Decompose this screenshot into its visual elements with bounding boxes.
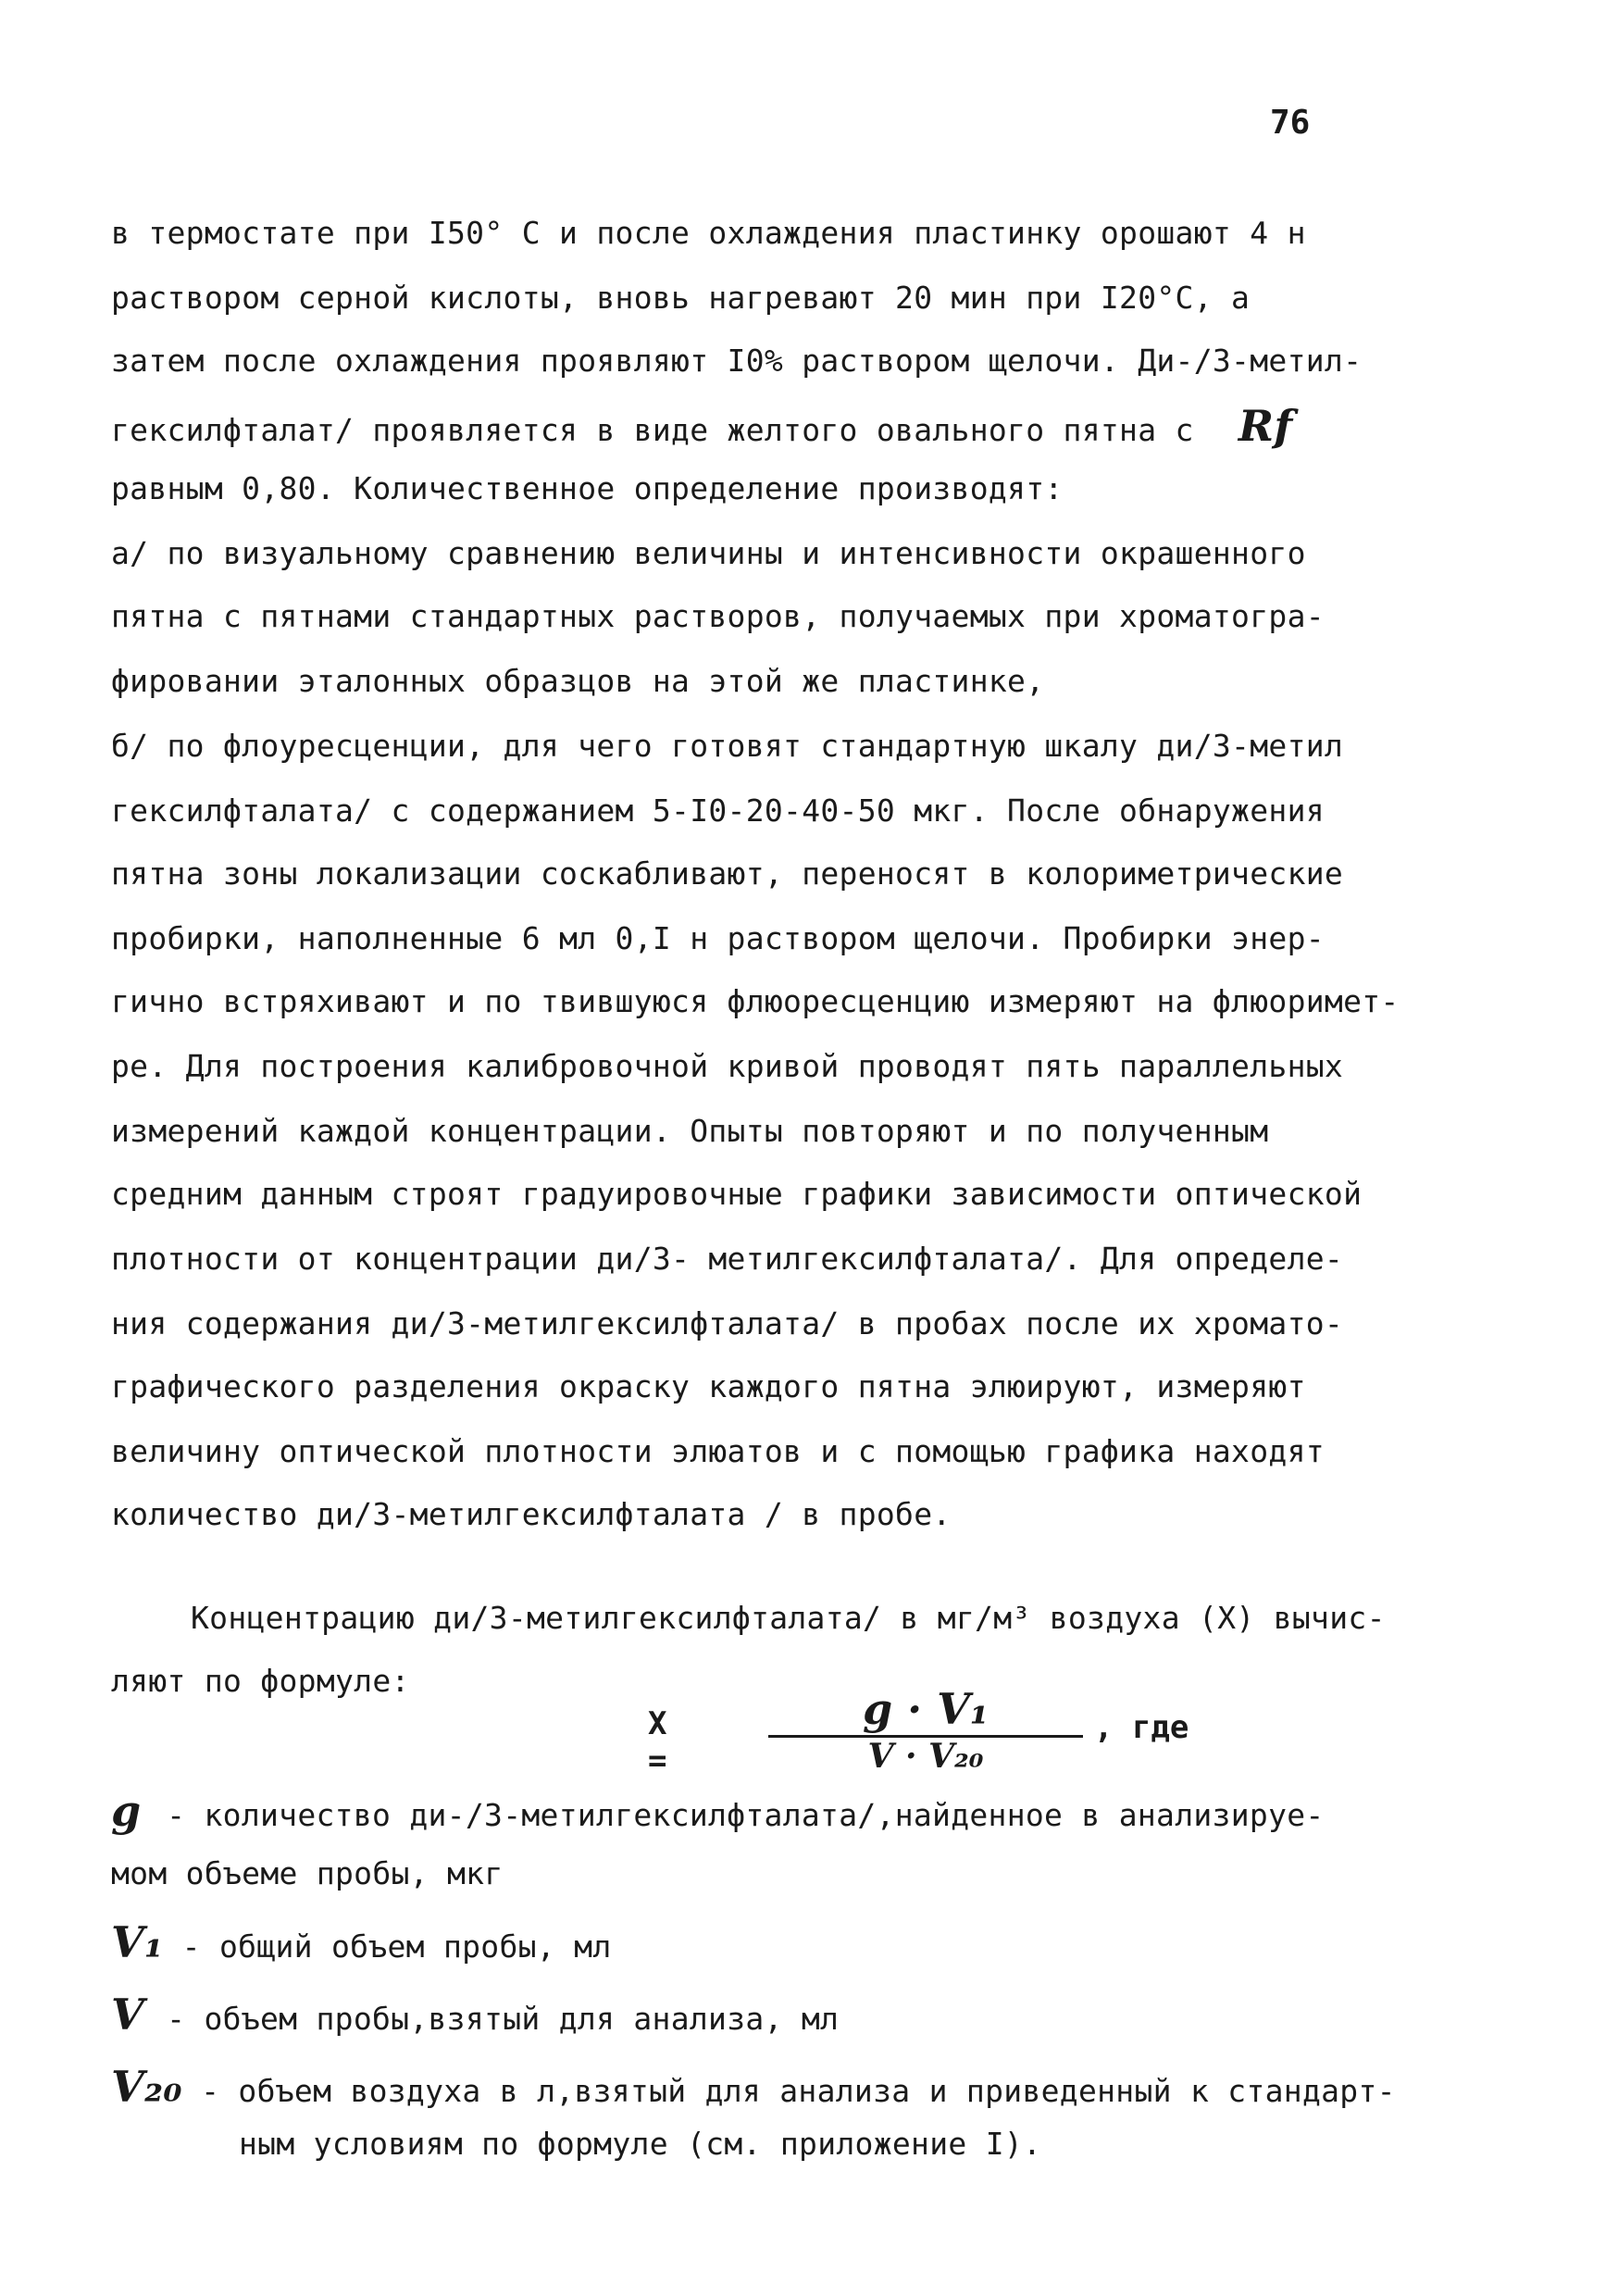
text-line-8: фировании эталонных образцов на этой же пластинке, <box>111 663 1045 699</box>
definition-v20 <box>111 2063 1518 2115</box>
text-line-10: гексилфталата/ с содержанием 5-I0-20-40-50 мкг. После обнаружения <box>111 792 1325 829</box>
text-line-21: количество ди/3-метилгексилфталата / в пробе. <box>111 1496 952 1532</box>
text-line-13: гично встряхивают и по твившуюся флюоресценцию измеряют на флюоримет- <box>111 983 1400 1019</box>
text-line-4 <box>111 402 1518 455</box>
rf-symbol: Rf <box>1238 401 1293 451</box>
definition-v20-cont: ным условиям по формуле (см. приложение I). <box>239 2126 1042 2162</box>
formula-where: , где <box>1094 1709 1189 1746</box>
text-line-5: равным 0,80. Количественное определение производят: <box>111 470 1064 506</box>
text-line-20: величину оптической плотности элюатов и с помощью графика находят <box>111 1433 1325 1469</box>
text-line-9: б/ по флоуресценции, для чего готовят стандартную шкалу ди/3-метил <box>111 728 1344 764</box>
text-line-12: пробирки, наполненные 6 мл 0,I н раствором щелочи. Пробирки энер- <box>111 920 1325 956</box>
definition-v1 <box>111 1918 1518 1971</box>
definition-v20-text: - объем воздуха в л,взятый для анализа и приведенный к стандарт- <box>201 2073 1396 2109</box>
symbol-v: V <box>111 1990 144 2040</box>
text-line-17: плотности от концентрации ди/3- метилгексилфталата/. Для определе- <box>111 1241 1344 1277</box>
formula-fraction <box>759 1683 1092 1775</box>
definition-v1-text: - общий объем пробы, мл <box>181 1928 612 1965</box>
symbol-v1: V₁ <box>111 1917 164 1967</box>
definition-v <box>111 1990 1518 2043</box>
text-line-7: пятна с пятнами стандартных растворов, получаемых при хроматогра- <box>111 598 1325 634</box>
text-line-4-body: гексилфталат/ проявляется в виде желтого овального пятна с <box>111 412 1194 448</box>
concentration-intro: Концентрацию ди/3-метилгексилфталата/ в мг/м³ воздуха (Х) вычис- <box>191 1600 1386 1636</box>
formula-denominator: V · V₂₀ <box>867 1737 984 1776</box>
formula-numerator: g · V₁ <box>862 1684 989 1734</box>
text-line-14: ре. Для построения калибровочной кривой проводят пять параллельных <box>111 1048 1344 1084</box>
formula-lhs: Х = <box>648 1705 667 1779</box>
text-line-15: измерений каждой концентрации. Опыты повторяют и по полученным <box>111 1113 1269 1149</box>
text-line-6: а/ по визуальному сравнению величины и интенсивности окрашенного <box>111 535 1306 571</box>
page-number: 76 <box>1270 104 1311 142</box>
definition-g <box>111 1787 1518 1840</box>
text-line-16: средним данным строят градуировочные графики зависимости оптической <box>111 1176 1363 1212</box>
text-line-19: графического разделения окраску каждого пятна элюируют, измеряют <box>111 1368 1306 1404</box>
text-line-3: затем после охлаждения проявляют I0% раствором щелочи. Ди-/3-метил- <box>111 343 1363 379</box>
text-line-1: в термостате при I50° С и после охлаждения пластинку орошают 4 н <box>111 215 1306 251</box>
definition-g-cont: мом объеме пробы, мкг <box>111 1855 504 1891</box>
definition-v-text: - объем пробы,взятый для анализа, мл <box>167 2001 840 2037</box>
text-line-2: раствором серной кислоты, вновь нагревают 20 мин при I20°С, а <box>111 280 1251 316</box>
formula-intro: ляют по формуле: <box>111 1663 410 1699</box>
text-line-11: пятна зоны локализации соскабливают, переносят в колориметрические <box>111 855 1344 892</box>
definition-g-text: - количество ди-/3-метилгексилфталата/,найденное в анализируе- <box>167 1797 1325 1833</box>
symbol-g: g <box>111 1786 142 1836</box>
symbol-v20: V₂₀ <box>111 2062 182 2112</box>
text-line-18: ния содержания ди/3-метилгексилфталата/ в пробах после их хромато- <box>111 1305 1344 1341</box>
